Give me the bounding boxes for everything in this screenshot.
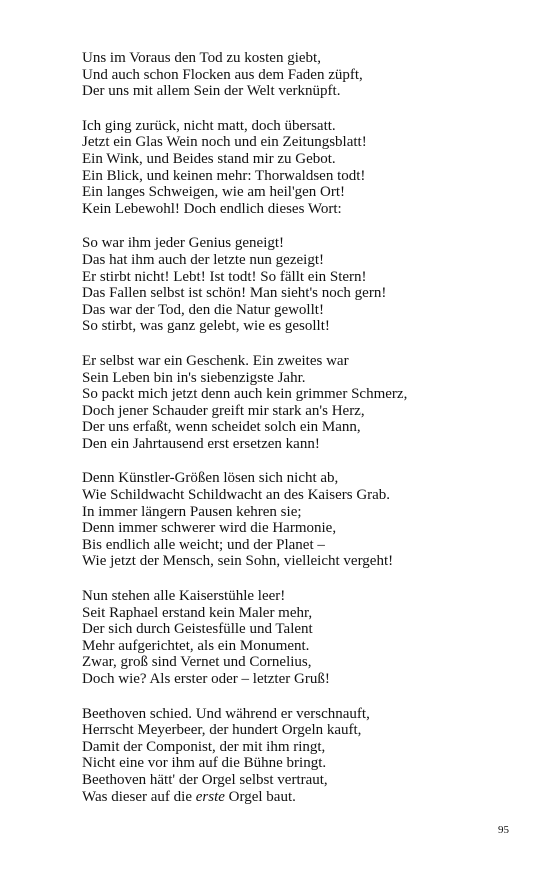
verse-line: Ein langes Schweigen, wie am heil'gen Ort! bbox=[82, 184, 346, 201]
verse-line: Der sich durch Geistesfülle und Talent bbox=[82, 621, 313, 638]
page-number: 95 bbox=[498, 824, 509, 836]
verse-line: Nicht eine vor ihm auf die Bühne bringt. bbox=[82, 755, 327, 772]
verse-line: Das Fallen selbst ist schön! Man sieht's noch gern! bbox=[82, 285, 387, 302]
verse-text: Orgel baut. bbox=[224, 788, 296, 805]
verse-line: Mehr aufgerichtet, als ein Monument. bbox=[82, 637, 310, 654]
verse-line: Damit der Componist, der mit ihm ringt, bbox=[82, 738, 326, 755]
verse-line: Ein Wink, und Beides stand mir zu Gebot. bbox=[82, 150, 336, 167]
verse-line: Jetzt ein Glas Wein noch und ein Zeitungsblatt! bbox=[82, 134, 367, 151]
verse-line: So war ihm jeder Genius geneigt! bbox=[82, 235, 285, 252]
verse-line: Nun stehen alle Kaiserstühle leer! bbox=[82, 588, 286, 605]
stanza bbox=[82, 50, 522, 100]
verse-line: Und auch schon Flocken aus dem Faden züpft, bbox=[82, 66, 363, 83]
emphasized-word: erste bbox=[195, 788, 225, 805]
verse-line: Bis endlich alle weicht; und der Planet – bbox=[82, 536, 325, 553]
stanza bbox=[82, 118, 522, 218]
verse-line: Wie jetzt der Mensch, sein Sohn, vielleicht vergeht! bbox=[82, 553, 394, 570]
verse-line: Er selbst war ein Geschenk. Ein zweites war bbox=[82, 352, 349, 369]
verse-line: Sein Leben bin in's siebenzigste Jahr. bbox=[82, 369, 306, 386]
verse-line: Ich ging zurück, nicht matt, doch übersatt. bbox=[82, 117, 336, 134]
verse-line: Der uns erfaßt, wenn scheidet solch ein Mann, bbox=[82, 419, 361, 436]
verse-line: Denn immer schwerer wird die Harmonie, bbox=[82, 520, 337, 537]
verse-line: Herrscht Meyerbeer, der hundert Orgeln kauft, bbox=[82, 722, 362, 739]
verse-line: Wie Schildwacht Schildwacht an des Kaisers Grab. bbox=[82, 487, 391, 504]
verse-text: Was dieser auf die bbox=[82, 788, 196, 805]
verse-line: So packt mich jetzt denn auch kein grimmer Schmerz, bbox=[82, 386, 408, 403]
stanza bbox=[82, 588, 522, 688]
verse-line: Kein Lebewohl! Doch endlich dieses Wort: bbox=[82, 200, 342, 217]
verse-line: Uns im Voraus den Tod zu kosten giebt, bbox=[82, 50, 321, 66]
stanza bbox=[82, 353, 522, 453]
verse-line: So stirbt, was ganz gelebt, wie es gesollt! bbox=[82, 318, 330, 335]
verse-line: Doch wie? Als erster oder – letzter Gruß! bbox=[82, 671, 330, 687]
verse-line: Beethoven hätt' der Orgel selbst vertraut, bbox=[82, 771, 328, 788]
verse-line-with-emphasis bbox=[82, 789, 522, 806]
verse-line: Ein Blick, und keinen mehr: Thorwaldsen todt! bbox=[82, 167, 366, 184]
verse-line: In immer längern Pausen kehren sie; bbox=[82, 503, 302, 520]
verse-line: Das war der Tod, den die Natur gewollt! bbox=[82, 301, 324, 318]
stanza bbox=[82, 235, 522, 335]
verse-line: Beethoven schied. Und während er verschnauft, bbox=[82, 705, 370, 722]
verse-line: Zwar, groß sind Vernet und Cornelius, bbox=[82, 654, 312, 671]
verse-line: Den ein Jahrtausend erst ersetzen kann! bbox=[82, 435, 320, 452]
verse-line: Das hat ihm auch der letzte nun gezeigt! bbox=[82, 251, 324, 268]
verse-line: Seit Raphael erstand kein Maler mehr, bbox=[82, 604, 313, 621]
verse-line: Der uns mit allem Sein der Welt verknüpft. bbox=[82, 83, 341, 100]
verse-line: Doch jener Schauder greift mir stark an's Herz, bbox=[82, 402, 365, 419]
stanza bbox=[82, 470, 522, 570]
poem-body bbox=[82, 50, 522, 823]
verse-line: Er stirbt nicht! Lebt! Ist todt! So fällt ein Stern! bbox=[82, 268, 367, 285]
verse-line: Denn Künstler-Größen lösen sich nicht ab, bbox=[82, 470, 339, 487]
stanza bbox=[82, 706, 522, 806]
